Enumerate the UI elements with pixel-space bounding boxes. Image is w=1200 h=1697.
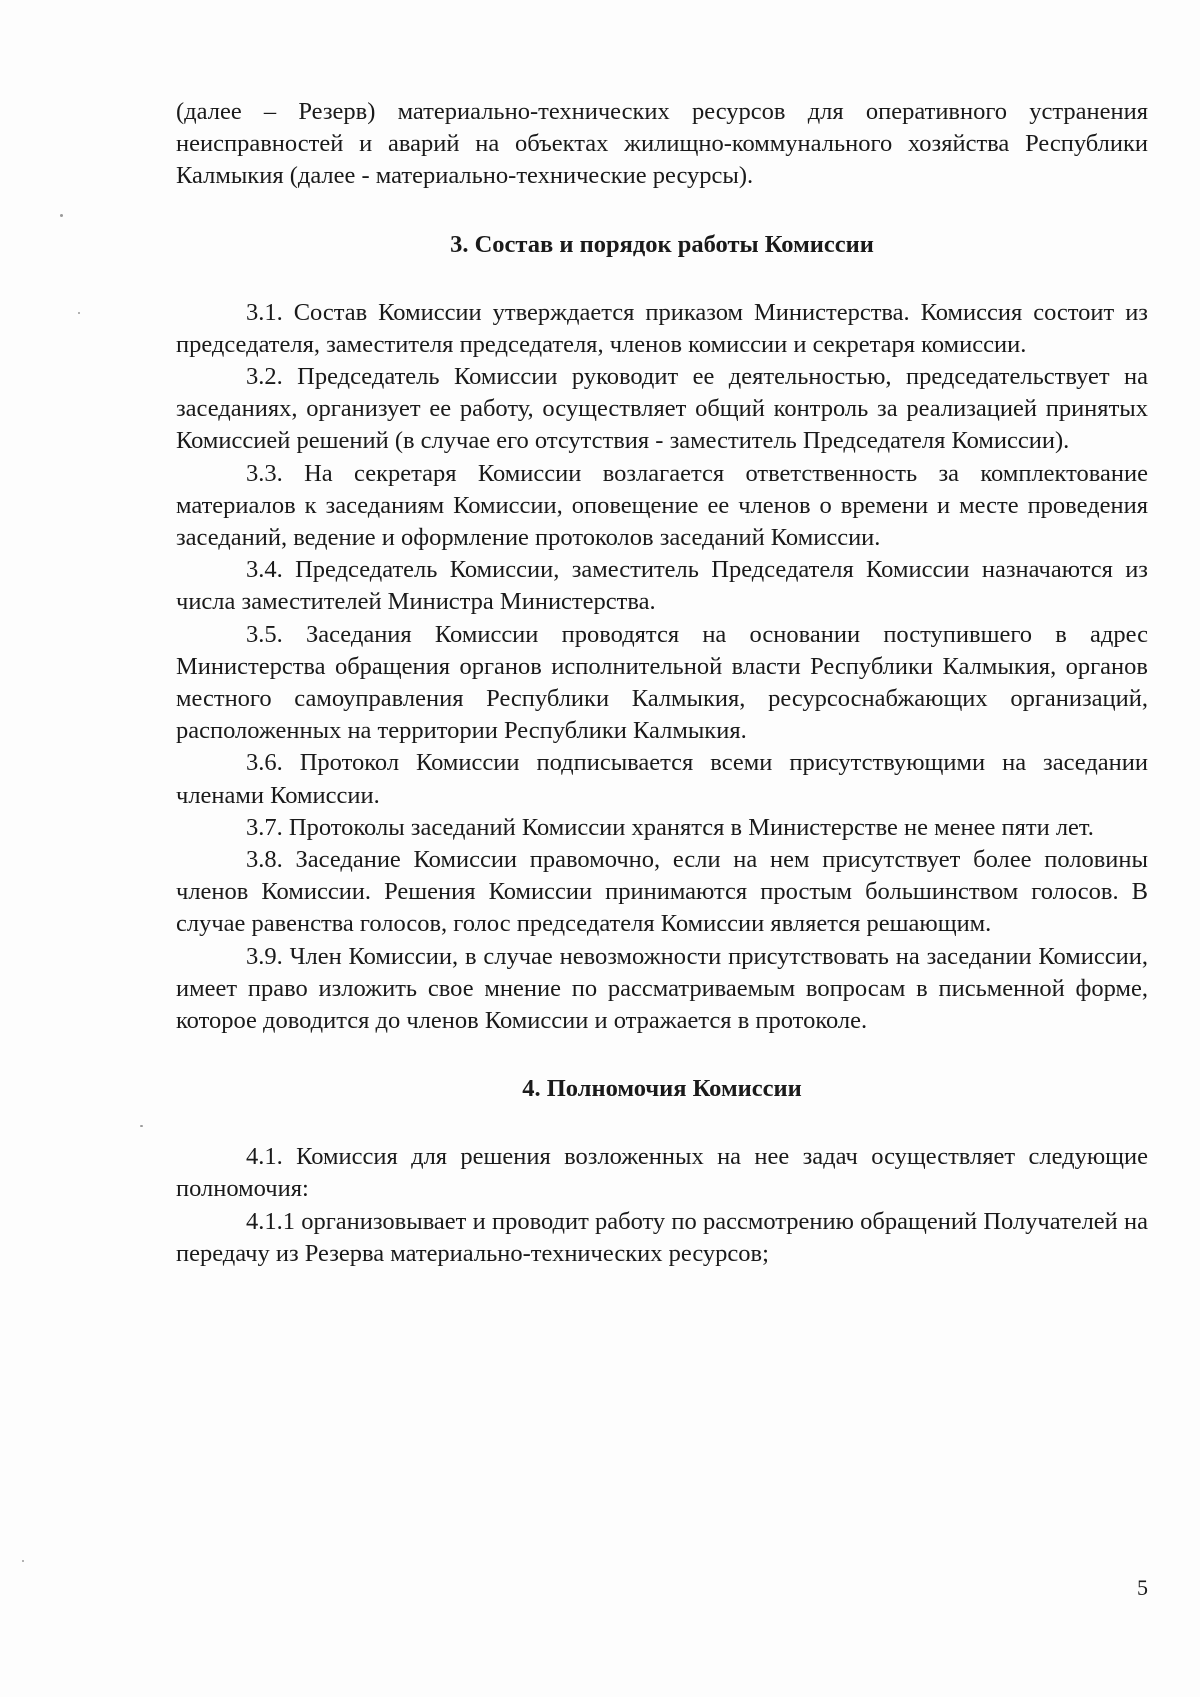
paragraph-4-1: 4.1. Комиссия для решения возложенных на нее задач осуществляет следующие полномочия: — [176, 1143, 1148, 1203]
section-3-heading: 3. Состав и порядок работы Комиссии — [450, 230, 874, 258]
section-4-heading: 4. Полномочия Комиссии — [522, 1075, 802, 1103]
paragraph-3-3: 3.3. На секретаря Комиссии возлагается ответственность за комплектование материалов к заседаниям Комиссии, оповещение ее членов о времени и месте проведения заседаний, ведение и оформление протоколов заседаний Комиссии. — [176, 459, 1148, 552]
scan-speck — [22, 1560, 24, 1562]
paragraph-3-1: 3.1. Состав Комиссии утверждается приказом Министерства. Комиссия состоит из председателя, заместителя председателя, членов комиссии и секретаря комиссии. — [176, 298, 1148, 358]
paragraph-3-8: 3.8. Заседание Комиссии правомочно, если на нем присутствует более половины членов Комиссии. Решения Комиссии принимаются простым большинством голосов. В случае равенства голосов, голос председателя Комиссии является решающим. — [176, 846, 1148, 938]
paragraph-4-1-1: 4.1.1 организовывает и проводит работу по рассмотрению обращений Получателей на передачу из Резерва материально-технических ресурсов; — [176, 1207, 1148, 1267]
paragraph-3-7: 3.7. Протоколы заседаний Комиссии хранятся в Министерстве не менее пяти лет. — [246, 813, 1094, 841]
document-body — [176, 96, 1148, 1270]
paragraph-3-5: 3.5. Заседания Комиссии проводятся на основании поступившего в адрес Министерства обращения органов исполнительной власти Республики Калмыкия, органов местного самоуправления Республики Калмыкия, ресурсоснабжающих организаций, расположенных на территории Республики Калмыкия. — [176, 620, 1148, 745]
scan-speck — [60, 214, 63, 217]
intro-paragraph: (далее – Резерв) материально-технических ресурсов для оперативного устранения неисправностей и аварий на объектах жилищно-коммунального хозяйства Республики Калмыкия (далее - материально-технические ресурсы). — [176, 98, 1148, 190]
paragraph-3-6: 3.6. Протокол Комиссии подписывается всеми присутствующими на заседании членами Комиссии. — [176, 749, 1148, 809]
page-number: 5 — [1137, 1575, 1148, 1600]
paragraph-3-4: 3.4. Председатель Комиссии, заместитель Председателя Комиссии назначаются из числа заместителей Министра Министерства. — [176, 556, 1148, 616]
scan-speck — [78, 312, 80, 314]
paragraph-3-9: 3.9. Член Комиссии, в случае невозможности присутствовать на заседании Комиссии, имеет право изложить свое мнение по рассматриваемым вопросам в письменной форме, которое доводится до членов Комиссии и отражается в протоколе. — [176, 942, 1148, 1035]
scan-speck — [140, 1125, 143, 1127]
paragraph-3-2: 3.2. Председатель Комиссии руководит ее деятельностью, председательствует на заседаниях, организует ее работу, осуществляет общий контроль за реализацией принятых Комиссией решений (в случае его отсутствия - заместитель Председателя Комиссии). — [176, 363, 1148, 455]
